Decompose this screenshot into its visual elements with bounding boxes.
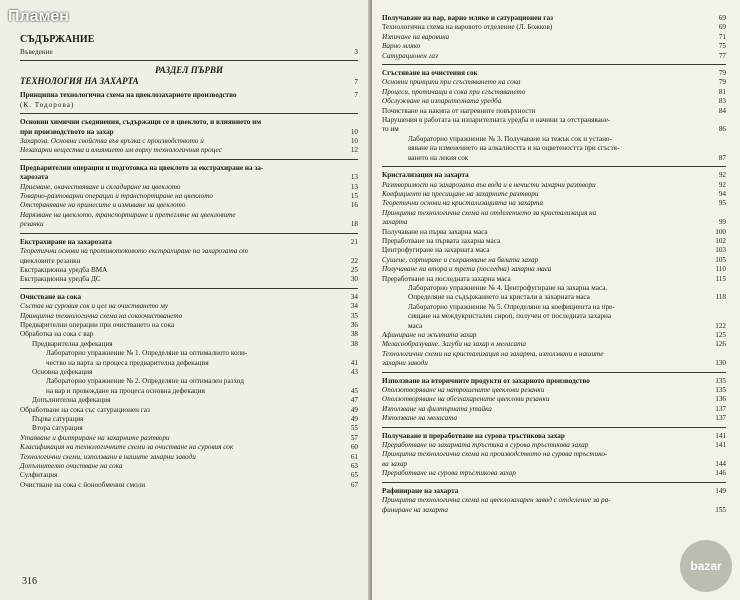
toc-entry: [382, 350, 726, 359]
toc-entry-page: 79: [718, 69, 726, 78]
toc-entry: [382, 237, 726, 246]
toc-entry: [382, 432, 726, 441]
toc-entry: [20, 368, 358, 377]
toc-entry-text: Очистване на сока: [20, 292, 82, 301]
divider: [382, 166, 726, 167]
toc-entry-page: 137: [715, 404, 726, 413]
toc-entry-text: Принципна технологична схема на сокоочистването: [20, 311, 183, 320]
toc-entry-page: 118: [715, 293, 726, 302]
divider: [382, 482, 726, 483]
toc-entry-page: 125: [715, 331, 726, 339]
toc-entry: [20, 211, 358, 220]
toc-entry-text: Допълнително очистване на сока: [20, 462, 123, 471]
toc-entry: [382, 496, 726, 505]
toc-entry: [20, 340, 358, 349]
toc-entry-page: 71: [718, 32, 726, 41]
toc-entry-page: 15: [350, 192, 358, 201]
toc-entry-page: 79: [718, 78, 726, 87]
toc-entry-page: 94: [718, 189, 726, 198]
toc-entry: [382, 506, 726, 515]
toc-entry-text: сищане на междукристален сироп, получен от последната захарна: [408, 312, 612, 321]
toc-entry: [382, 441, 726, 450]
toc-entry-text: харозата: [20, 173, 49, 182]
toc-entry-page: 10: [350, 127, 358, 136]
divider: [382, 427, 726, 428]
toc-entry-page: 122: [715, 321, 726, 330]
toc-entry: [382, 340, 726, 349]
toc-entry: [20, 415, 358, 424]
toc-entry-page: 126: [715, 340, 726, 349]
toc-entry: [382, 218, 726, 227]
left-sections: [20, 113, 358, 490]
toc-entry: [382, 33, 726, 42]
toc-entry-text: Определяне на съдържанието на кристали в захарната маса: [408, 293, 590, 302]
toc-entry: [382, 265, 726, 274]
toc-entry: [20, 387, 358, 396]
toc-entry: [20, 128, 358, 137]
divider: [382, 64, 726, 65]
toc-entry-page: 92: [718, 171, 726, 180]
toc-entry: [20, 312, 358, 321]
toc-entry-page: 22: [350, 256, 358, 265]
toc-entry-text: Технологична схема на варовото отделение (Л. Божков): [382, 23, 553, 32]
toc-entry: [382, 331, 726, 340]
toc-entry-text: Сулфитация: [20, 471, 58, 480]
toc-entry-text: Принципна технологична схема на производството на сурова тръстико-: [382, 450, 608, 459]
toc-entry: [382, 469, 726, 478]
toc-entry-text: Втора сатурация: [32, 424, 83, 433]
toc-entry-page: 49: [350, 405, 358, 414]
toc-entry: [20, 220, 358, 229]
toc-entry: [382, 125, 726, 134]
toc-entry-text: Получаване и преработване на сурова тръстикова захар: [382, 431, 565, 440]
toc-entry: [382, 246, 726, 255]
toc-entry: [20, 453, 358, 462]
toc-entry: [20, 201, 358, 210]
toc-entry-text: Оползотворяване на натрошените цвеклови резанки: [382, 386, 545, 395]
toc-entry: [382, 209, 726, 218]
toc-entry-text: захарта: [382, 218, 408, 227]
toc-entry: [20, 377, 358, 386]
toc-entry: [382, 144, 726, 153]
toc-entry-text: резанки: [20, 220, 44, 229]
toc-entry-text: чество на варта за процеса предварителна дефекация: [46, 358, 209, 367]
toc-entry: [20, 349, 358, 358]
toc-entry-text: Отстраняване на примесите и измиване на цвеклото: [20, 201, 186, 210]
toc-entry-text: Предварителни операции при очистването на сока: [20, 320, 175, 329]
toc-entry-page: 10: [350, 137, 358, 146]
toc-entry-page: 110: [715, 265, 726, 274]
part-heading-row: [20, 76, 358, 87]
toc-entry: [382, 460, 726, 469]
toc-entry-intro: [20, 48, 358, 57]
toc-entry-page: 75: [718, 42, 726, 51]
toc-entry-text: Получаване на първа захарна маса: [382, 227, 488, 236]
toc-entry-page: 135: [715, 386, 726, 395]
toc-entry: [382, 275, 726, 284]
toc-entry-text: Технологични схеми на кристализация на захарта, използвани в нашите: [382, 349, 604, 358]
toc-entry: [20, 330, 358, 339]
toc-entry: [20, 406, 358, 415]
toc-entry-text: Нарязване на цвеклото, транспортиране и претегляне на цвекловите: [20, 210, 236, 219]
divider: [20, 60, 358, 61]
toc-entry-page: 34: [350, 292, 358, 301]
toc-entry-text: захарни заводи: [382, 359, 428, 368]
toc-entry-page: 16: [350, 201, 358, 210]
toc-entry: [20, 247, 358, 256]
toc-entry: [382, 88, 726, 97]
toc-entry-page: 141: [715, 431, 726, 440]
toc-entry-page: 87: [718, 153, 726, 162]
toc-entry-text: финиране на захарта: [382, 505, 449, 514]
toc-entry: [382, 395, 726, 404]
toc-entry-page: 84: [718, 106, 726, 115]
toc-entry-text: Кристализация на захарта: [382, 171, 469, 180]
toc-entry: [382, 181, 726, 190]
toc-entry-page: 60: [350, 443, 358, 452]
toc-entry: [382, 42, 726, 51]
toc-entry-text: Меласообразуване. Загуби на захар в меласата: [382, 340, 526, 349]
divider: [20, 159, 358, 160]
toc-entry-text: Обработване на сока със сатурационен газ: [20, 405, 150, 414]
toc-entry-text: Екстракционна уредба ВМА: [20, 265, 108, 274]
toc-entry-page: 146: [715, 469, 726, 478]
toc-entry: [20, 192, 358, 201]
toc-entry-page: 45: [350, 386, 358, 395]
toc-entry-scheme: [20, 91, 358, 100]
toc-entry: [382, 78, 726, 87]
toc-entry: [20, 118, 358, 127]
toc-entry-text: Преработване на захарната тръстика в сурова тръстикова захар: [382, 441, 589, 450]
toc-entry-page: 25: [350, 265, 358, 274]
toc-entry-page: 141: [715, 441, 726, 450]
toc-entry: [382, 228, 726, 237]
toc-title: СЪДЪРЖАНИЕ: [20, 34, 95, 45]
toc-entry-page: 18: [350, 220, 358, 229]
toc-entry-text: Афиниране на жълтата захар: [382, 331, 477, 339]
toc-entry: [382, 190, 726, 199]
toc-entry-text: Класификация на технологичните схеми за очистване на суровия сок: [20, 443, 234, 452]
toc-entry-page: 135: [715, 376, 726, 385]
toc-entry-page: 36: [350, 320, 358, 329]
toc-entry: [382, 23, 726, 32]
toc-entry-text: Оползотворяване на обезхахарените цвеклови резанки: [382, 395, 550, 404]
toc-entry-text: Лабораторно упражнение № 2. Определяне на оптимален разход: [46, 377, 244, 386]
toc-entry-text: Почистване на накипа от нагревните повърхности: [382, 106, 536, 115]
toc-entry: [20, 173, 358, 182]
toc-entry-text: Утаяване и филтриране на захарните разтвори: [20, 433, 170, 442]
toc-entry-page: 130: [715, 359, 726, 368]
toc-entry: [20, 293, 358, 302]
toc-entry-page: 115: [715, 274, 726, 283]
toc-entry: [382, 303, 726, 312]
part-heading-1: РАЗДЕЛ ПЪРВИ: [154, 65, 224, 76]
toc-entry-page: 38: [350, 339, 358, 348]
toc-entry-text: Товарно-разтоварни операции и транспортиране на цвеклото: [20, 192, 213, 201]
toc-entry: [20, 137, 358, 146]
toc-entry-text: Центрофугиране на захарната маса: [382, 246, 490, 255]
toc-entry-page: 47: [350, 396, 358, 405]
toc-entry-text: маса: [408, 321, 423, 330]
toc-entry-page: 155: [715, 505, 726, 514]
toc-entry: [20, 321, 358, 330]
toc-entry-page: 12: [350, 146, 358, 155]
toc-entry-page: 63: [350, 462, 358, 471]
toc-entry: [20, 359, 358, 368]
toc-entry-text: Състав на суровия сок и цел на очистването му: [20, 302, 169, 311]
toc-entry-text: Предварителна дефекация: [32, 339, 113, 348]
toc-entry-page: 81: [718, 87, 726, 96]
toc-entry: [382, 154, 726, 163]
toc-entry-text: ването на лекия сок: [408, 153, 469, 162]
toc-entry-text: Рафиниране на захарта: [382, 486, 459, 495]
toc-entry-page: 105: [715, 255, 726, 264]
toc-entry-text: Нарушения в работата на изпарителната уредба и начини за отстраняване-: [382, 116, 611, 125]
toc-entry-text: цвекловите резанки: [20, 256, 81, 265]
toc-entry-page: 144: [715, 459, 726, 468]
toc-entry: [20, 257, 358, 266]
toc-entry-text: Принципна технологична схема на цвеклозахарното производство: [20, 91, 237, 100]
toc-entry-text: Получаване на втора и трета (последна) захарна маса: [382, 265, 552, 274]
toc-entry-text: Предварителни операции и подготовка на цвеклото за екстрахиране на за-: [20, 163, 264, 172]
toc-entry-text: Технологични схеми, използвани в нашите захарни заводи: [20, 452, 196, 461]
toc-entry-page: 55: [350, 424, 358, 433]
toc-entry-text: Коефициент на пресищане на захарните разтвори: [382, 189, 539, 198]
toc-entry-text: Обработка на сока с вар: [20, 330, 94, 339]
toc-entry-page: 38: [350, 330, 358, 339]
toc-entry-text: Преработване на сурова тръстикова захар: [382, 469, 516, 478]
part-heading-2: ТЕХНОЛОГИЯ НА ЗАХАРТА: [20, 76, 139, 87]
toc-entry: [382, 414, 726, 423]
toc-entry-page: 99: [718, 218, 726, 227]
toc-entry: [382, 135, 726, 144]
toc-entry: [382, 107, 726, 116]
toc-entry-text: Принципна технологична схема на цвеклозахарен завод с отделение за ра-: [382, 496, 611, 505]
toc-entry-page: 83: [718, 97, 726, 106]
toc-entry: [20, 164, 358, 173]
toc-entry-text: Теоретични основи на кристализацията на захарта: [382, 199, 544, 208]
toc-entry-page: 57: [350, 433, 358, 442]
toc-entry-text: Очистване на сока с йонообменни смоли: [20, 480, 146, 489]
toc-entry-text: Екстрахиране на захарозата: [20, 237, 112, 246]
toc-entry: [382, 284, 726, 293]
toc-entry-page: 69: [718, 23, 726, 32]
toc-entry: [20, 471, 358, 480]
toc-entry-text: Незахарни вещества и влиянието им върху технологичния процес: [20, 146, 222, 155]
toc-entry: [382, 52, 726, 61]
toc-entry: [382, 405, 726, 414]
toc-entry-text: Използване на филтърната утайка: [382, 404, 492, 413]
toc-entry: [20, 481, 358, 490]
toc-entry-text: на вар и провеждане на процеса основна дефекация: [46, 386, 205, 395]
toc-entry-text: Изпичане на варовика: [382, 32, 450, 41]
toc-entry-text: Теоретични основи на противотоковото екстрахиране на захарозата от: [20, 247, 248, 256]
toc-entry-page: 77: [718, 51, 726, 60]
toc-entry-text: Основни принципи при сгъстяването на сока: [382, 78, 521, 87]
toc-entry-text: Лабораторно упражнение № 5. Определяне на коефициента на пре-: [408, 302, 615, 311]
toc-entry: [382, 322, 726, 331]
right-sections: [382, 14, 726, 515]
toc-entry-text: Обслужване на изпарителната уредба: [382, 97, 502, 106]
toc-entry-page: 65: [350, 471, 358, 480]
toc-entry: [382, 199, 726, 208]
toc-entry-page: 3: [354, 48, 358, 56]
toc-entry: [20, 443, 358, 452]
toc-entry: [382, 359, 726, 368]
toc-entry: [382, 171, 726, 180]
toc-entry-text: Процеси, протичащи в сока при сгъстяването: [382, 87, 526, 96]
divider: [382, 372, 726, 373]
toc-entry: [20, 396, 358, 405]
toc-entry-page: 67: [350, 480, 358, 489]
toc-entry-text: при производството на захар: [20, 127, 114, 136]
toc-entry-page: 100: [715, 227, 726, 236]
toc-entry: [382, 14, 726, 23]
page-number: 316: [22, 576, 37, 587]
toc-entry-page: 49: [350, 415, 358, 423]
toc-entry-text: Принципна технологична схема на отделението за кристализация на: [382, 208, 597, 217]
toc-entry-page: 136: [715, 395, 726, 404]
toc-entry: [20, 302, 358, 311]
toc-entry-page: 35: [350, 311, 358, 320]
toc-entry-text: Преработване на последната захарна маса: [382, 274, 511, 283]
toc-entry: [20, 266, 358, 275]
toc-entry: [382, 293, 726, 302]
toc-entry-text: Лабораторно упражнение № 1. Определяне на оптималното коли-: [46, 349, 248, 358]
toc-entry-text: Получаване на вар, варно мляко и сатурационен газ: [382, 14, 553, 22]
toc-entry-page: 13: [350, 182, 358, 191]
toc-entry-page: 69: [718, 14, 726, 22]
toc-entry-text: Лабораторно упражнение № 4. Центрофугиране на захарна маса.: [408, 283, 608, 292]
toc-entry-text: Захароза. Основни свойства във връзка с производството ѝ: [20, 137, 204, 146]
toc-entry: [382, 377, 726, 386]
toc-entry: [382, 312, 726, 321]
toc-entry-text: Основни химични съединения, съдържащи се в цвеклото, и влиянието им: [20, 118, 262, 127]
toc-entry-page: 21: [350, 237, 358, 246]
toc-entry: [20, 146, 358, 155]
toc-entry-page: 95: [718, 199, 726, 208]
divider: [20, 288, 358, 289]
toc-entry-page: 103: [715, 246, 726, 255]
toc-entry-page: 102: [715, 236, 726, 245]
toc-entry: [382, 450, 726, 459]
toc-entry-page: 13: [350, 173, 358, 182]
toc-entry: [20, 238, 358, 247]
toc-entry-page: 43: [350, 367, 358, 376]
toc-entry-text: Сатурационен газ: [382, 51, 438, 60]
toc-entry-page: 149: [715, 486, 726, 495]
toc-entry-page: 86: [718, 125, 726, 134]
toc-author: (К. Тодорова): [20, 100, 75, 109]
toc-entry-text: Основна дефекация: [32, 367, 93, 376]
toc-entry-text: Използване на меласата: [382, 414, 458, 423]
bazar-logo-icon: bazar: [680, 540, 732, 592]
toc-entry-text: Въведение: [20, 48, 53, 56]
toc-entry: [20, 434, 358, 443]
toc-entry-page: 137: [715, 414, 726, 423]
toc-entry: [382, 487, 726, 496]
brand-watermark: Пламен: [8, 8, 69, 25]
toc-entry: [20, 275, 358, 284]
right-page: [372, 0, 740, 600]
toc-entry-text: Сушене, сортиране и съхраняване на бялата захар: [382, 255, 539, 264]
toc-entry-text: Първа сатурация: [32, 415, 84, 423]
toc-entry: [382, 256, 726, 265]
toc-entry-page: 61: [350, 452, 358, 461]
toc-entry-text: Екстракционна уредба ДС: [20, 275, 101, 284]
toc-entry-text: Варно мляко: [382, 42, 421, 51]
toc-entry-text: то им: [382, 125, 399, 134]
toc-entry-text: Лабораторно упражнение № 3. Получаване на тежък сок и устано-: [408, 134, 612, 143]
toc-entry: [382, 116, 726, 125]
toc-entry-page: 7: [354, 78, 358, 86]
toc-entry-page: 30: [350, 275, 358, 284]
toc-entry-text: Допълнителна дефекация: [32, 396, 111, 405]
toc-entry: [20, 462, 358, 471]
toc-entry-text: вяване на изменението на алкалността и на оцветеността при сгъстя-: [408, 144, 620, 153]
divider: [20, 233, 358, 234]
toc-entry-page: 34: [350, 302, 358, 311]
toc-entry-text: Сгъстяване на очистения сок: [382, 69, 478, 78]
toc-entry: [382, 97, 726, 106]
toc-entry: [20, 183, 358, 192]
divider: [20, 113, 358, 114]
toc-entry: [382, 69, 726, 78]
toc-entry-text: Приемане, окачествяване и складиране на цвеклото: [20, 182, 181, 191]
toc-entry-page: 92: [718, 180, 726, 189]
toc-entry-text: Използване на вторичните продукти от захарното производство: [382, 376, 590, 385]
toc-entry: [20, 424, 358, 433]
toc-entry-page: 41: [350, 358, 358, 367]
toc-entry-text: Разтворимост на захарозата във вода и в нечисти захарни разтвори: [382, 180, 596, 189]
toc-entry-page: 7: [354, 91, 358, 100]
toc-entry: [382, 386, 726, 395]
toc-entry-text: Преработване на първата захарна маса: [382, 236, 501, 245]
toc-entry-text: ва захар: [382, 459, 408, 468]
